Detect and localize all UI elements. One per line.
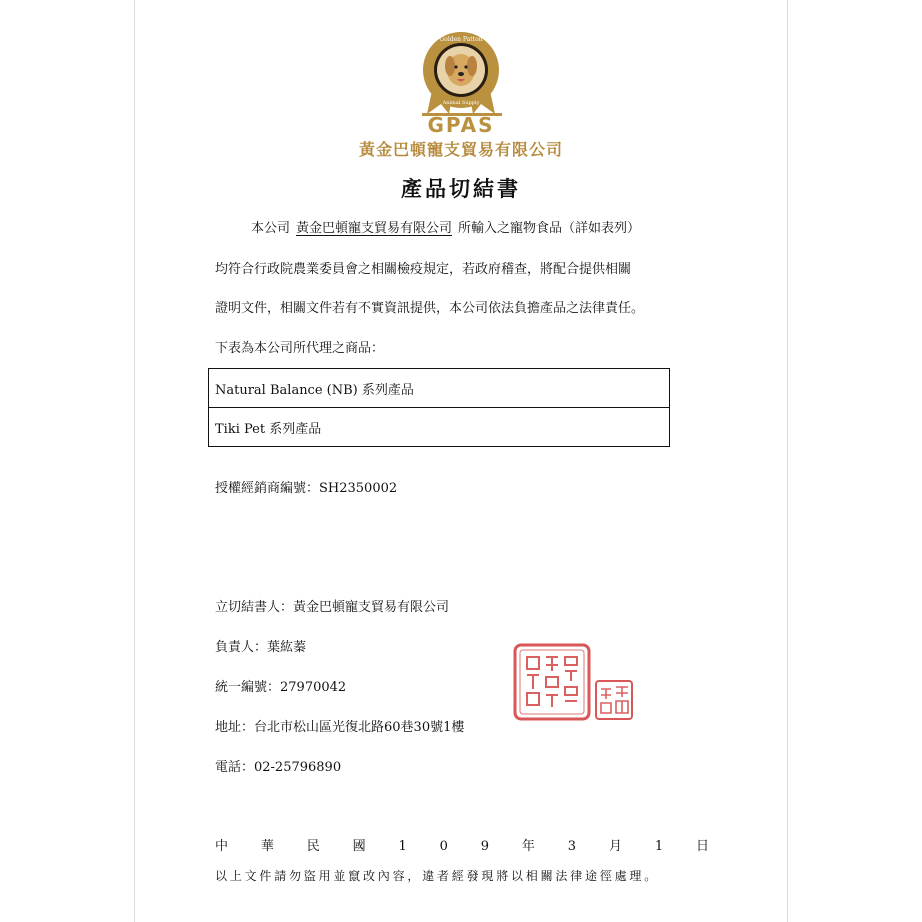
date-char: 年 <box>521 839 535 854</box>
dog-medal-icon <box>419 30 503 116</box>
date-char: 月 <box>608 839 622 854</box>
paragraph-line-2: 均符合行政院農業委員會之相關檢疫規定，若政府稽查，將配合提供相關 <box>215 262 632 277</box>
company-seal-stamp <box>513 643 591 721</box>
date-char: 9 <box>480 839 490 854</box>
date-char: 日 <box>695 839 709 854</box>
table-row <box>209 369 670 408</box>
date-char: 中 <box>215 839 229 854</box>
document-title: 產品切結書 <box>401 176 521 201</box>
date-char: 1 <box>654 839 664 854</box>
date-char: 民 <box>306 839 320 854</box>
phone: 電話：02-25796890 <box>215 760 342 775</box>
document-page <box>134 0 788 922</box>
logo-ring-text-top: Golden Patton <box>439 36 483 43</box>
para-suffix: 所輸入之寵物食品（詳如表列） <box>458 221 641 236</box>
paragraph-line-3: 證明文件，相關文件若有不實資訊提供，本公司依法負擔產品之法律責任。 <box>215 301 645 316</box>
product-cell: Natural Balance (NB) 系列產品 <box>209 369 670 408</box>
date-char: 0 <box>439 839 448 854</box>
date-char: 國 <box>352 839 366 854</box>
footer-warning: 以上文件請勿盜用並竄改內容，違者經發現將以相關法律途徑處理。 <box>215 869 660 883</box>
document-date <box>215 837 709 857</box>
product-table <box>208 368 670 447</box>
para-company-name: 黃金巴頓寵支貿易有限公司 <box>296 221 453 236</box>
tax-id: 統一編號：27970042 <box>215 680 347 695</box>
logo-brand: GPAS <box>427 113 495 137</box>
personal-seal-stamp <box>594 679 634 721</box>
signatory: 立切結書人：黃金巴頓寵支貿易有限公司 <box>215 600 450 615</box>
date-char: 華 <box>260 839 274 854</box>
para-prefix: 本公司 <box>251 221 291 236</box>
date-char: 3 <box>567 839 577 854</box>
date-char: 1 <box>398 839 407 854</box>
paragraph-line-1 <box>251 219 640 239</box>
product-list-intro: 下表為本公司所代理之商品： <box>215 341 385 356</box>
dealer-number: 授權經銷商編號：SH2350002 <box>215 481 398 496</box>
product-cell: Tiki Pet 系列產品 <box>209 408 670 447</box>
table-row <box>209 408 670 447</box>
responsible-person: 負責人：葉紘蓁 <box>215 640 307 655</box>
logo-company-name: 黃金巴頓寵支貿易有限公司 <box>358 140 563 159</box>
logo-ring-text-bottom: Animal Supply <box>442 100 480 106</box>
address: 地址：台北市松山區光復北路60巷30號1樓 <box>215 720 465 735</box>
